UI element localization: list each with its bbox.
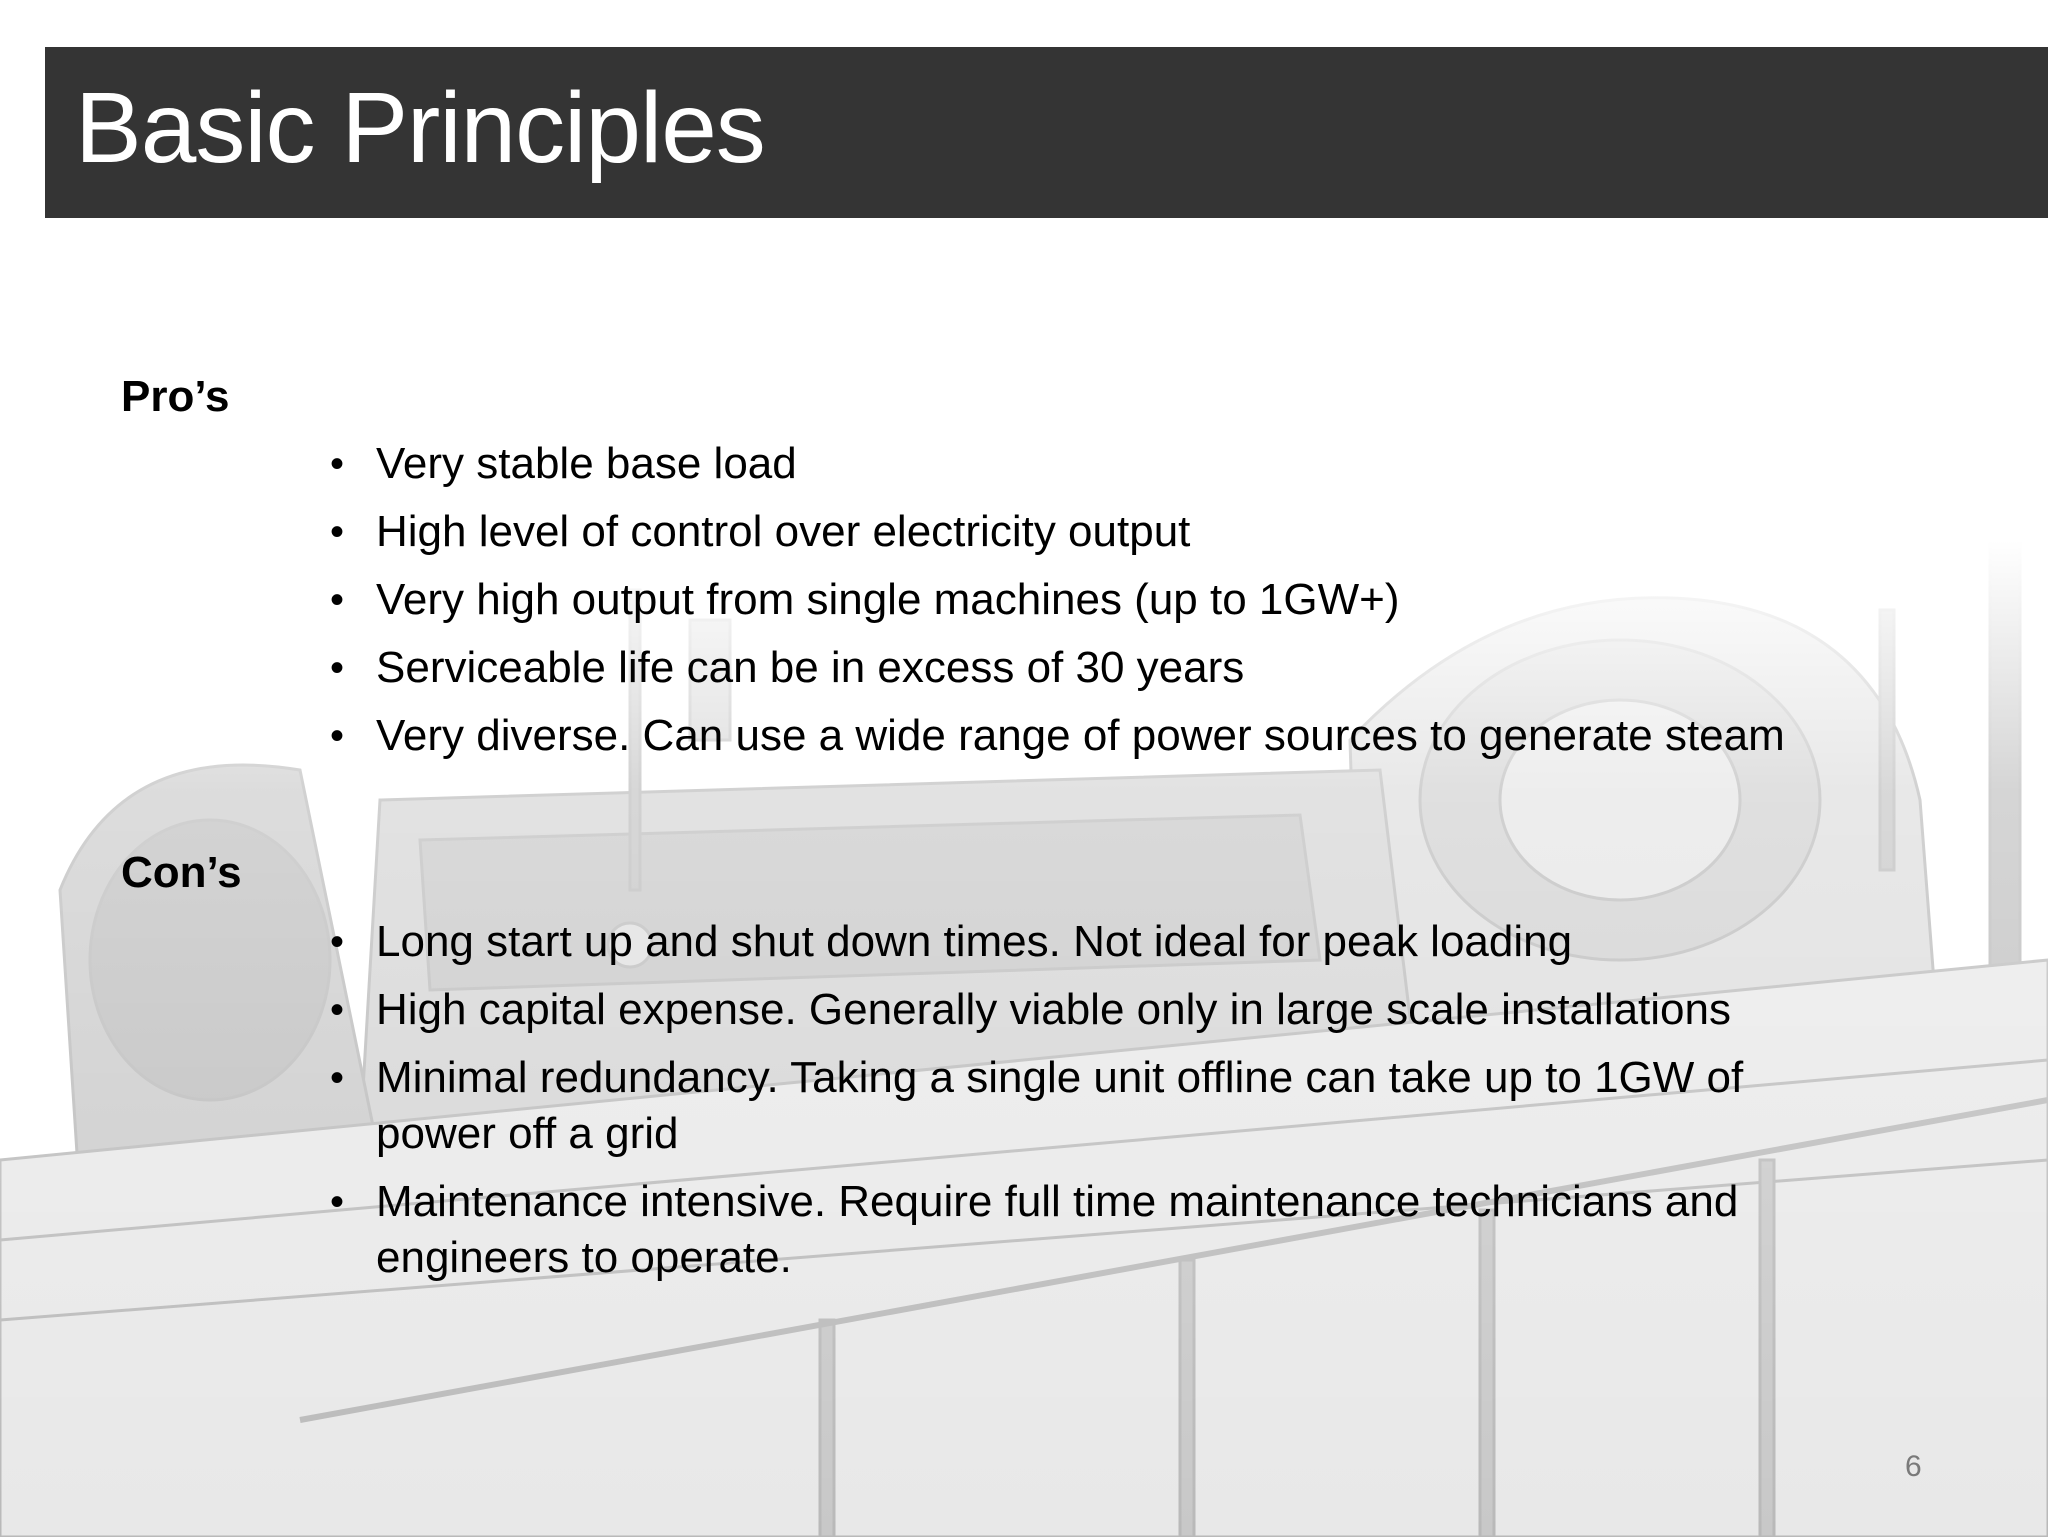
cons-item bbox=[330, 1050, 1976, 1162]
cons-item-text: Minimal redundancy. Taking a single unit offline can take up to 1GW of bbox=[376, 1053, 1744, 1102]
pros-item-text: Very stable base load bbox=[376, 439, 797, 488]
pros-item bbox=[330, 572, 1976, 628]
page-number: 6 bbox=[1905, 1450, 1922, 1483]
bullet-icon: • bbox=[330, 714, 345, 758]
cons-item-text: power off a grid bbox=[376, 1109, 679, 1158]
pros-item bbox=[330, 708, 1976, 764]
pros-heading: Pro’s bbox=[121, 372, 230, 421]
pros-item-text: Serviceable life can be in excess of 30 years bbox=[376, 643, 1245, 692]
pros-list bbox=[330, 436, 1976, 776]
cons-item bbox=[330, 1174, 1976, 1286]
cons-list bbox=[330, 914, 1976, 1298]
pros-item-text: High level of control over electricity output bbox=[376, 507, 1191, 556]
bullet-icon: • bbox=[330, 578, 345, 622]
bullet-icon: • bbox=[330, 1180, 345, 1224]
slide-title: Basic Principles bbox=[75, 72, 765, 184]
bullet-icon: • bbox=[330, 920, 345, 964]
pros-item bbox=[330, 436, 1976, 492]
bullet-icon: • bbox=[330, 1056, 345, 1100]
pros-item-text: Very high output from single machines (up to 1GW+) bbox=[376, 575, 1400, 624]
cons-item-text: High capital expense. Generally viable only in large scale installations bbox=[376, 985, 1731, 1034]
cons-item-text: Maintenance intensive. Require full time maintenance technicians and bbox=[376, 1177, 1739, 1226]
title-bar bbox=[45, 47, 2048, 218]
pros-item bbox=[330, 504, 1976, 560]
bullet-icon: • bbox=[330, 988, 345, 1032]
cons-item-text: Long start up and shut down times. Not ideal for peak loading bbox=[376, 917, 1573, 966]
pros-item bbox=[330, 640, 1976, 696]
cons-item bbox=[330, 982, 1976, 1038]
pros-item-text: Very diverse. Can use a wide range of power sources to generate steam bbox=[376, 711, 1785, 760]
cons-item-text: engineers to operate. bbox=[376, 1233, 792, 1282]
bullet-icon: • bbox=[330, 442, 345, 486]
cons-heading: Con’s bbox=[121, 848, 242, 897]
bullet-icon: • bbox=[330, 646, 345, 690]
bullet-icon: • bbox=[330, 510, 345, 554]
cons-item bbox=[330, 914, 1976, 970]
